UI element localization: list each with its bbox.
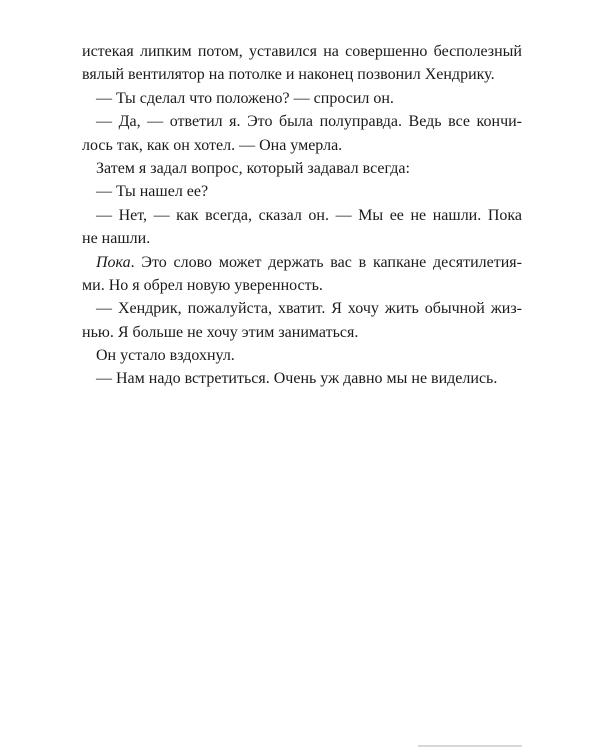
- text-line: — Ты нашел ее?: [96, 183, 209, 201]
- text-line: — Хендрик, пожалуйста, хватит. Я хочу жить обычной жиз-: [96, 300, 522, 318]
- text-line: — Ты сделал что положено? — спросил он.: [96, 89, 394, 107]
- text-line: истекая липким потом, уставился на совершенно бесполезный: [82, 43, 522, 60]
- text-line: нью. Я больше не хочу этим заниматься.: [82, 323, 359, 341]
- text-line: вялый вентилятор на потолке и наконец позвонил Хендрику.: [82, 66, 495, 84]
- page-text: [82, 40, 522, 391]
- text-line: не нашли.: [82, 230, 151, 248]
- text-line-rest: . Это слово может держать вас в капкане десятилетия-: [130, 253, 522, 271]
- text-line: — Нам надо встретиться. Очень уж давно мы не виделись.: [96, 370, 498, 388]
- text-line: — Нет, — как всегда, сказал он. — Мы ее не нашли. Пока: [96, 206, 522, 224]
- italic-word: Пока: [96, 253, 131, 271]
- text-line: — Да, — ответил я. Это была полуправда. Ведь все кончи-: [96, 113, 522, 131]
- text-line-italic-start: [82, 251, 522, 274]
- scan-edge-mark: [418, 745, 522, 747]
- text-line: ми. Но я обрел новую уверенность.: [82, 276, 323, 294]
- text-line: Он устало вздохнул.: [96, 347, 235, 365]
- text-line: Затем я задал вопрос, который задавал всегда:: [96, 159, 410, 177]
- text-line: лось так, как он хотел. — Она умерла.: [82, 136, 343, 154]
